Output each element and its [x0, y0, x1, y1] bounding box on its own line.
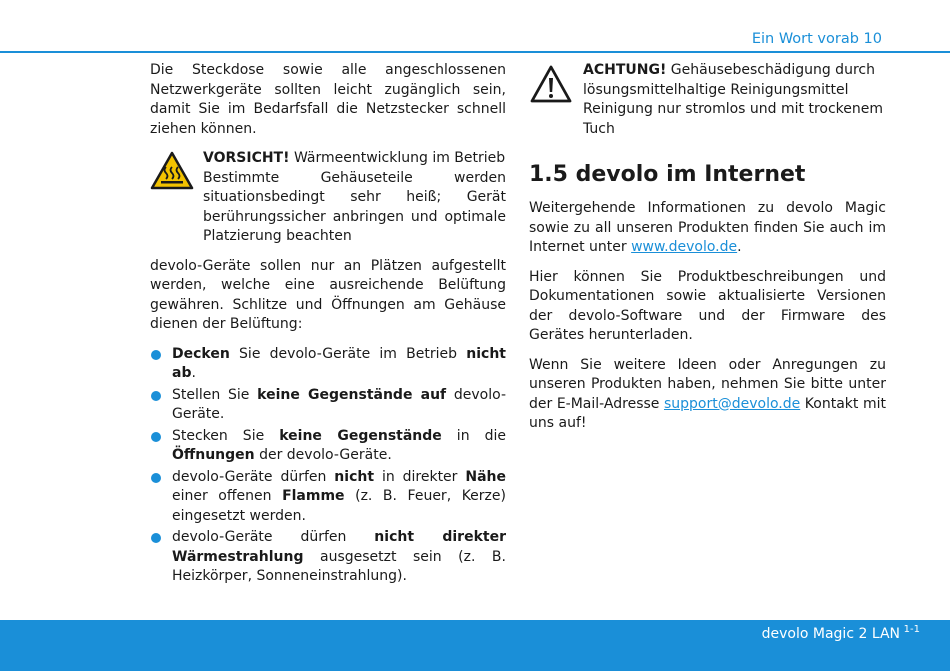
- bullet-text: ausgesetzt sein (z. B. Heizkörper, Sonneneinstrahlung).: [172, 548, 506, 584]
- contact-paragraph: [529, 356, 886, 434]
- caution-first-line: [203, 149, 506, 169]
- bullet-bold: Öffnungen: [172, 447, 255, 463]
- internet-paragraph: [529, 199, 886, 258]
- caution-text: Bestimmte Gehäuseteile werden situationsbedingt sehr heiß; Gerät berührungssicher anbringen und optimale Platzierung beachten: [203, 169, 506, 244]
- caution-notice: [150, 149, 506, 247]
- bullet-text: einer offenen: [172, 488, 283, 504]
- footer-product-title: devolo Magic 2 LAN: [761, 626, 900, 642]
- bullet-text: devolo-Geräte dürfen: [172, 468, 335, 485]
- intro-paragraph: Die Steckdose sowie alle angeschlossenen Netzwerkgeräte sollten leicht zugänglich sein, damit Sie im Bedarfsfall die Netzstecker schnell ziehen können.: [150, 62, 506, 137]
- bullet-text: (z. B. Feuer, Kerze) eingesetzt werden.: [172, 488, 506, 524]
- bullet-dot-icon: [151, 432, 161, 442]
- bullet-text: in die: [441, 427, 506, 444]
- bullet-dot-icon: [151, 391, 161, 401]
- bullet-bold: nicht ab: [172, 345, 506, 381]
- bullet-bold: keine Gegenstände auf: [257, 386, 447, 403]
- bullet-text: in direkter: [374, 468, 466, 485]
- bullet-dot-icon: [151, 533, 161, 543]
- paragraph-text: Weitergehende Informationen zu devolo Magic sowie zu all unseren Produkten finden Sie auch im Internet unter: [529, 200, 886, 255]
- page-header-title: Ein Wort vorab 10: [751, 31, 882, 47]
- bullet-text: Sie devolo-Geräte im Betrieb: [229, 345, 467, 362]
- bullet-bold: Nähe: [465, 468, 506, 485]
- list-item: [150, 345, 506, 384]
- exclamation-warning-icon: [529, 64, 573, 111]
- list-item: [150, 528, 506, 587]
- list-item: [150, 386, 506, 425]
- list-item: [150, 468, 506, 527]
- bullet-text: Stellen Sie: [172, 386, 258, 403]
- section-heading: 1.5 devolo im Internet: [529, 162, 806, 187]
- hot-surface-warning-icon: [150, 151, 194, 198]
- ventilation-paragraph: devolo-Geräte sollen nur an Plätzen aufgestellt werden, welche eine ausreichende Belüftung gewähren. Schlitze und Öffnungen am Gehäuse dienen der Belüftung:: [150, 257, 506, 332]
- paragraph-text: Kontakt mit uns auf!: [529, 395, 886, 431]
- paragraph-text: .: [737, 239, 742, 255]
- list-item: [150, 427, 506, 466]
- paragraph-text: Wenn Sie weitere Ideen oder Anregungen zu unseren Produkten haben, nehmen Sie bitte unter der E-Mail-Adresse: [529, 356, 886, 412]
- header-divider: [0, 51, 950, 53]
- bullet-text: Stecken Sie: [172, 427, 280, 444]
- bullet-text: devolo-Geräte dürfen: [172, 529, 375, 545]
- bullet-bold: keine Gegenstände: [279, 427, 442, 444]
- bullet-text: devolo-Geräte.: [172, 386, 507, 422]
- right-column: [529, 61, 886, 434]
- devolo-website-link[interactable]: www.devolo.de: [631, 239, 738, 255]
- attention-label: ACHTUNG!: [583, 62, 667, 78]
- bullet-bold: Decken: [172, 345, 230, 362]
- attention-first-line: [583, 61, 886, 81]
- support-email-link[interactable]: support@devolo.de: [663, 395, 801, 412]
- caution-label: VORSICHT!: [203, 150, 290, 166]
- bullet-text: der devolo-Geräte.: [254, 447, 392, 463]
- left-column: [150, 61, 506, 589]
- caution-title: Wärmeentwicklung im Betrieb: [289, 150, 506, 166]
- bullet-dot-icon: [151, 350, 161, 360]
- attention-title: Gehäusebeschädigung durch: [666, 62, 875, 78]
- bullet-bold: nicht: [334, 468, 375, 485]
- bullet-text: .: [191, 365, 196, 381]
- bullet-bold: nicht direkter Wärmestrahlung: [172, 529, 506, 565]
- ventilation-bullet-list: [150, 345, 506, 587]
- footer-page-number: 1-1: [903, 624, 920, 635]
- downloads-paragraph: Hier können Sie Produktbeschreibungen und Dokumentationen sowie aktualisierte Versionen der devolo-Software und der Firmware des Gerätes herunterladen.: [529, 268, 886, 343]
- attention-notice: [529, 61, 886, 139]
- attention-text: lösungsmittelhaltige Reinigungsmittel Reinigung nur stromlos und mit trockenem Tuch: [583, 81, 884, 137]
- bullet-bold: Flamme: [282, 488, 345, 504]
- bullet-dot-icon: [151, 473, 161, 483]
